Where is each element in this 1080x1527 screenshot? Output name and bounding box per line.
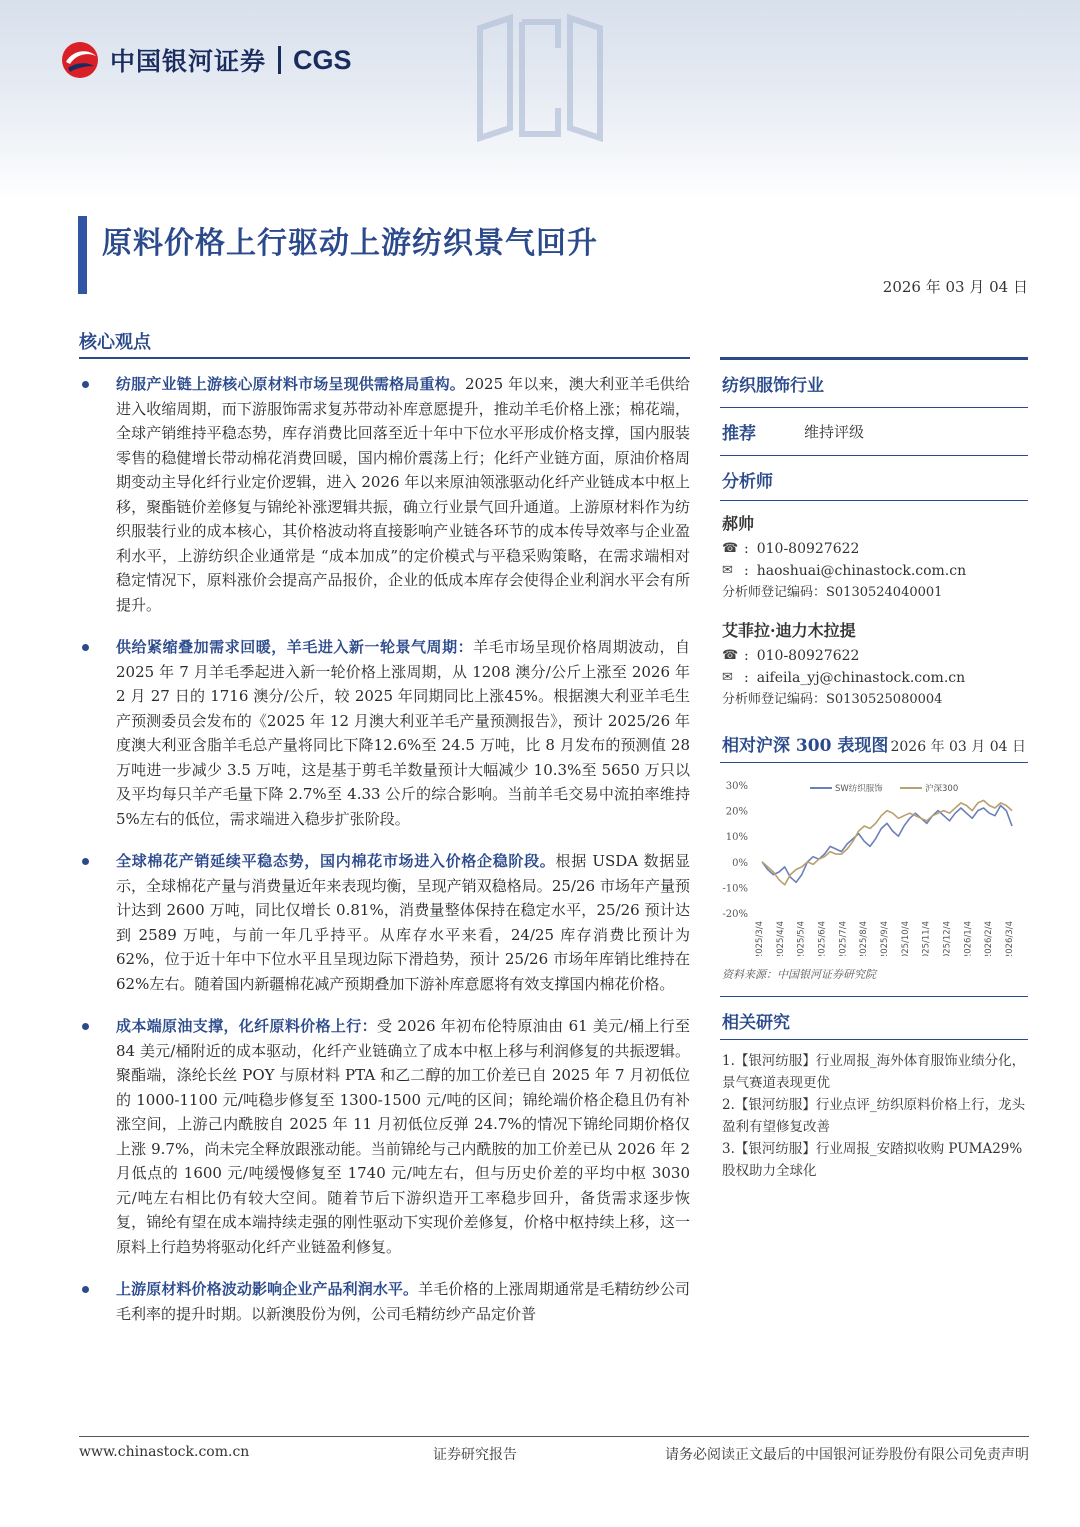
bullet-lead: 上游原材料价格波动影响企业产品利润水平。 (116, 1280, 419, 1298)
analyst-block (720, 618, 1028, 711)
footer-report-type: 证券研究报告 (433, 1447, 517, 1463)
report-date: 2026 年 03 月 04 日 (882, 278, 1028, 296)
y-tick-label: 20% (725, 806, 748, 818)
logo-chinese-name: 中国银河证券 (110, 47, 267, 76)
x-tick-label: 2025/7/4 (838, 921, 849, 956)
legend-label: SW纺织服饰 (835, 784, 883, 794)
core-bullet (79, 635, 690, 831)
bullet-lead: 纺服产业链上游核心原材料市场呈现供需格局重构。 (116, 375, 465, 393)
analyst-heading: 分析师 (722, 472, 773, 492)
x-tick-label: 2026/2/4 (984, 921, 995, 956)
core-divider (79, 357, 690, 359)
chart-date: 2026 年 03 月 04 日 (890, 739, 1026, 755)
industry-row (720, 360, 1028, 407)
sidebar-divider (720, 762, 1028, 763)
sidebar-divider (720, 500, 1028, 501)
x-tick-label: 2025/9/4 (880, 921, 890, 956)
analyst-heading-row (720, 456, 1028, 500)
logo-separator (278, 46, 281, 74)
title-accent-bar (78, 216, 87, 294)
footer-website[interactable]: www.chinastock.com.cn (79, 1444, 250, 1460)
y-tick-label: -10% (722, 883, 748, 895)
bullet-dot-icon (82, 858, 89, 865)
logo-english-name: CGS (293, 44, 352, 75)
analyst-email: ✉ : haoshuai@chinastock.com.cn (720, 560, 1028, 582)
y-tick-label: 30% (725, 781, 748, 792)
y-tick-label: 10% (725, 832, 748, 844)
footer-divider (79, 1436, 1029, 1437)
bullet-text: 羊毛市场呈现价格周期波动，自 2025 年 7 月羊毛季起进入新一轮价格上涨周期，从 1208 澳分/公斤上涨至 2026 年 2 月 27 日的 1716 澳分/公斤，较 2025 年同期同比上涨45%。根据澳大利亚羊毛生产预测委员会发布的《2025 年 12 月澳大利亚羊毛产量预测报告》，预计 2025/26 年度澳大利亚含脂羊毛总产量将同比下降12.6%至 24.5 万吨，比 8 月发布的预测值 28 万吨进一步减少 3.5 万吨，这是基于剪毛羊数量预计大幅减少 10.3%至 5650 万只以及平均每只羊产毛量下降 2.7%至 4.33 公斤的综合影响。当前羊毛交易中流拍率维持 5%左右的低位，需求端进入稳步扩张阶段。 (116, 638, 690, 828)
related-item[interactable]: 2.【银河纺服】行业点评_纺织原料价格上行，龙头盈利有望修复改善 (722, 1097, 1026, 1135)
related-heading-row (720, 997, 1028, 1039)
core-bullet (79, 1277, 690, 1326)
sidebar-divider (720, 1039, 1028, 1040)
core-heading: 核心观点 (79, 332, 151, 353)
x-tick-label: 2026/1/4 (963, 921, 974, 956)
bullet-lead: 全球棉花产销延续平稳态势，国内棉花市场进入价格企稳阶段。 (116, 852, 556, 870)
bullet-text: 受 2026 年初布伦特原油由 61 美元/桶上行至 84 美元/桶附近的成本驱动，化纤产业链确立了成本中枢上移与利润修复的共振逻辑。聚酯端，涤纶长丝 POY 与原材料 PTA 和乙二醇的加工价差已自 2025 年 7 月初低位的 1000-1100 元/吨稳步修复至 1300-1500 元/吨的区间；锦纶端价格企稳且仍有补涨空间，上游己内酰胺自 2025 年 11 月初低位反弹 24.7%的情况下锦纶同期价格仅上涨 9.7%，尚未完全释放跟涨动能。当前锦纶与己内酰胺的加工价差已从 2026 年 2 月低点的 1600 元/吨缓慢修复至 1740 元/吨左右，但与历史价差的平均中枢 3030 元/吨左右相比仍有较大空间。随着节后下游织造开工率稳步回升，备货需求逐步恢复，锦纶有望在成本端持续走强的刚性驱动下实现价差修复，价格中枢持续上移，这一原料上行趋势将驱动化纤产业链盈利修复。 (116, 1017, 690, 1256)
email-icon: ✉ (722, 563, 733, 578)
related-heading: 相关研究 (722, 1013, 790, 1033)
bullet-dot-icon (82, 1286, 89, 1293)
phone-icon: ☎ (722, 648, 739, 663)
core-bullet (79, 1014, 690, 1259)
relative-performance-chart (720, 771, 1020, 956)
analyst-phone-number: 010-80927622 (756, 648, 860, 664)
logo (58, 40, 352, 80)
analyst-email-address[interactable]: haoshuai@chinastock.com.cn (756, 563, 967, 579)
x-tick-label: 2026/3/4 (1005, 921, 1015, 956)
rating-value: 维持评级 (804, 423, 865, 441)
x-tick-label: 2025/3/4 (755, 921, 765, 956)
x-tick-label: 2025/6/4 (817, 921, 828, 956)
report-title: 原料价格上行驱动上游纺织景气回升 (102, 226, 598, 261)
related-list (720, 1050, 1028, 1182)
core-content (79, 372, 690, 1344)
cgs-logo-icon (58, 40, 102, 80)
analyst-email-address[interactable]: aifeila_yj@chinastock.com.cn (756, 670, 966, 686)
y-tick-label: -20% (722, 909, 748, 920)
legend-label: 沪深300 (925, 784, 959, 794)
cgs-watermark-icon (470, 8, 610, 148)
x-tick-label: 2025/4/4 (775, 921, 786, 956)
bullet-lead: 供给紧缩叠加需求回暖，羊毛进入新一轮景气周期： (116, 638, 474, 656)
analyst-phone-number: 010-80927622 (756, 541, 860, 557)
x-tick-label: 2025/10/4 (900, 921, 911, 956)
analyst-phone: ☎ : 010-80927622 (720, 538, 1028, 560)
footer-disclaimer: 请务必阅读正文最后的中国银河证券股份有限公司免责声明 (665, 1447, 1029, 1463)
analyst-phone: ☎ : 010-80927622 (720, 645, 1028, 667)
analyst-email: ✉ : aifeila_yj@chinastock.com.cn (720, 667, 1028, 689)
analyst-block (720, 511, 1028, 604)
bullet-lead: 成本端原油支撑，化纤原料价格上行： (116, 1017, 377, 1035)
x-tick-label: 2025/12/4 (942, 921, 953, 956)
y-tick-label: 0% (732, 857, 748, 869)
chart-heading: 相对沪深 300 表现图 (722, 736, 889, 756)
bullet-dot-icon (82, 1023, 89, 1030)
related-item[interactable]: 3.【银河纺服】行业周报_安踏拟收购 PUMA29%股权助力全球化 (722, 1141, 1023, 1179)
bullet-text: 2025 年以来，澳大利亚羊毛供给进入收缩周期，而下游服饰需求复苏带动补库意愿提升，推动羊毛价格上涨；棉花端，全球产销维持平稳态势，库存消费比回落至近十年中下位水平形成价格支撑，国内服装零售的稳健增长带动棉花消费回暖，国内棉价震荡上行；化纤产业链方面，原油价格周期变动主导化纤行业定价逻辑，进入 2026 年以来原油领涨驱动化纤产业链成本中枢上移，聚酯链价差修复与锦纶补涨逻辑共振，确立行业景气回升通道。上游原材料作为纺织服装行业的成本核心，其价格波动将直接影响产业链各环节的成本传导效率与企业盈利水平，上游纺织企业通常是 “成本加成”的定价模式与平稳采购策略，在需求端相对稳定情况下，原料涨价会提高产品报价，企业的低成本库存会使得企业利润水平会有所提升。 (116, 375, 690, 614)
analyst-name: 艾菲拉·迪力木拉提 (722, 621, 856, 640)
analyst-reg: 分析师登记编码：S0130525080004 (722, 692, 943, 707)
series-line (762, 806, 1012, 883)
related-item[interactable]: 1.【银河纺服】行业周报_海外体育服饰业绩分化，景气赛道表现更优 (722, 1053, 1026, 1091)
phone-icon: ☎ (722, 541, 739, 556)
x-tick-label: 2025/11/4 (921, 921, 932, 956)
x-tick-label: 2025/5/4 (796, 921, 807, 956)
bullet-text: 根据 USDA 数据显示，全球棉花产量与消费量近年来表现均衡，呈现产销双稳格局。25/26 市场年产量预计达到 2600 万吨，同比仅增长 0.81%，消费量整体保持在稳定水平，25/26 预计达到 2589 万吨，与前一年几乎持平。从库存水平来看，24/25 库存消费比预计为 62%，位于近十年中下位水平且呈现边际下滑趋势，预计 25/26 市场年库销比维持在 62%左右。随着国内新疆棉花减产预期叠加下游补库意愿将有效支撑国内棉花价格。 (116, 852, 690, 993)
bullet-dot-icon (82, 644, 89, 651)
analyst-reg: 分析师登记编码：S0130524040001 (722, 585, 943, 600)
core-bullet (79, 372, 690, 617)
analyst-name: 郝帅 (722, 514, 755, 533)
bullet-text: 羊毛价格的上涨周期通常是毛精纺纱公司毛利率的提升时期。以新澳股份为例，公司毛精纺纱产品定价普 (116, 1280, 690, 1323)
industry-name: 纺织服饰行业 (722, 376, 824, 396)
sidebar (720, 357, 1028, 1182)
email-icon: ✉ (722, 670, 733, 685)
rating-label: 推荐 (722, 424, 756, 444)
bullet-dot-icon (82, 381, 89, 388)
core-bullet (79, 849, 690, 996)
chart-heading-row (720, 727, 1028, 762)
rating-row (720, 408, 1028, 455)
chart-source: 资料来源：中国银河证券研究院 (722, 968, 876, 981)
x-tick-label: 2025/8/4 (859, 921, 870, 956)
series-line (762, 800, 1012, 884)
